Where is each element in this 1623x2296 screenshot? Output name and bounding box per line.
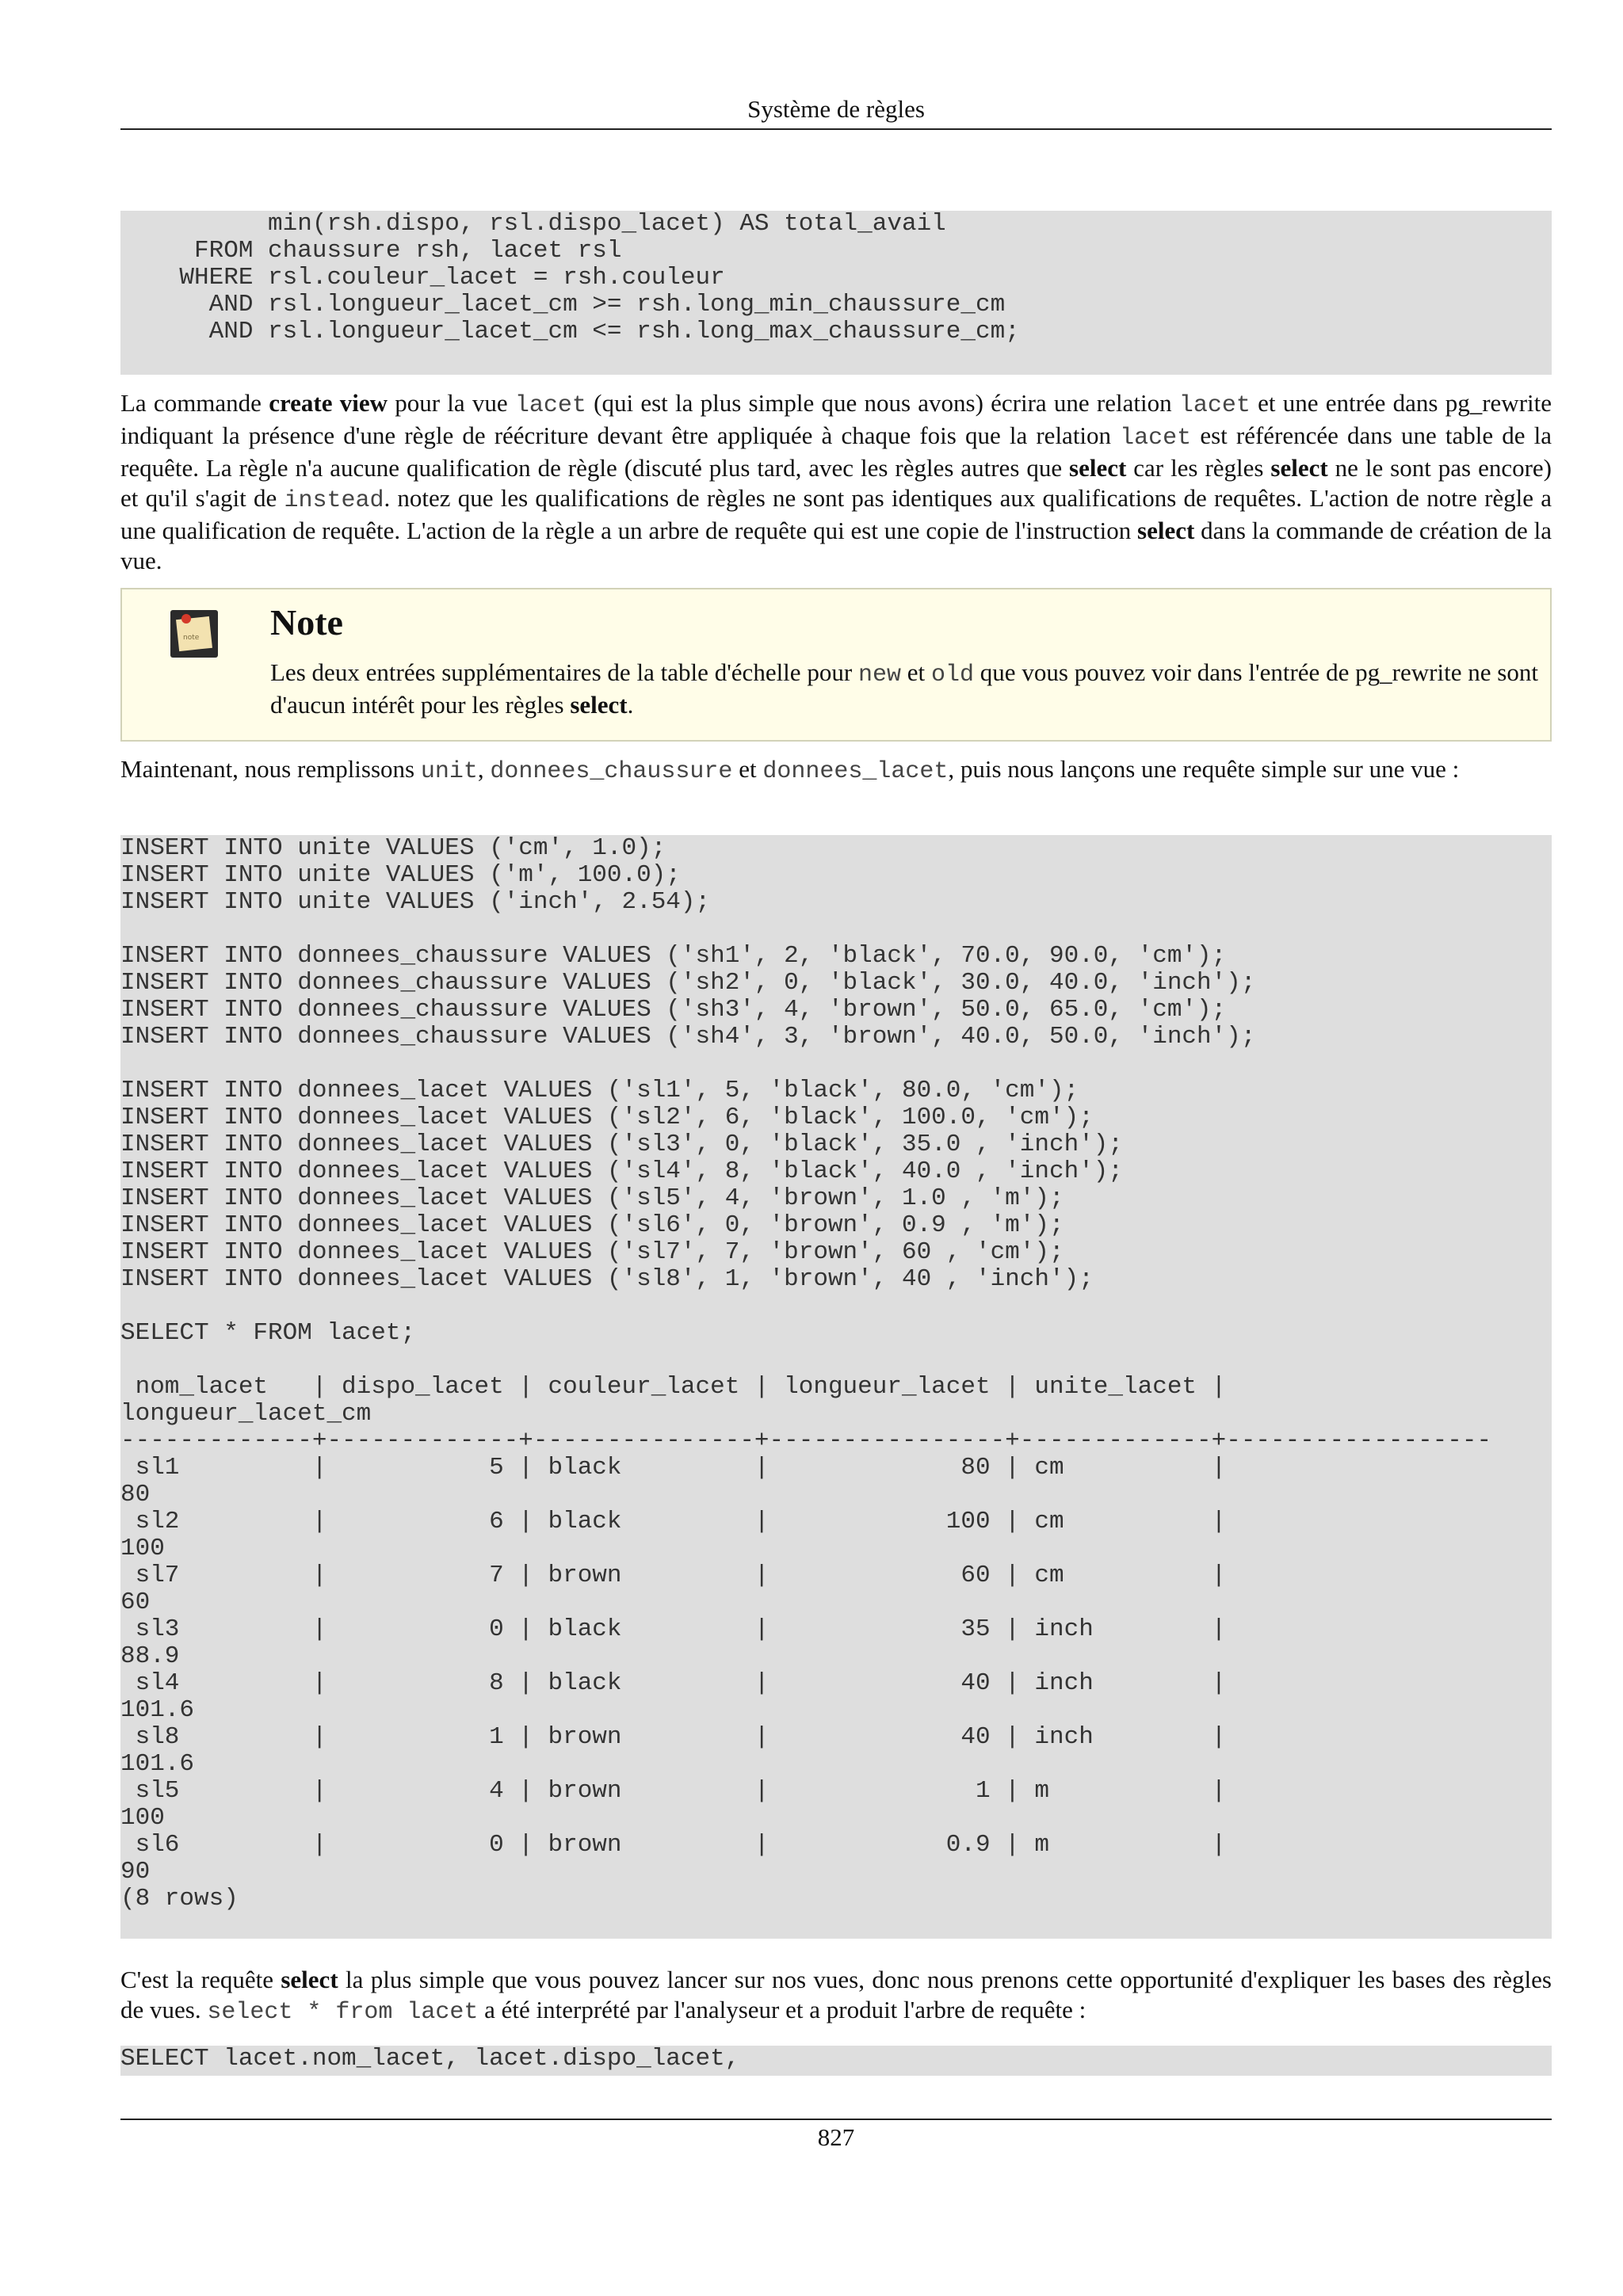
code-line: SELECT lacet.nom_lacet, lacet.dispo_lacet, [120, 2045, 740, 2073]
inline-code: select * from lacet [207, 1999, 479, 2026]
code-line: WHERE rsl.couleur_lacet = rsh.couleur [120, 264, 725, 292]
code-line: INSERT INTO donnees_lacet VALUES ('sl4', 8, 'black', 40.0 , 'inch'); [120, 1158, 1124, 1185]
code-line: 100 [120, 1535, 165, 1562]
text-run: Les deux entrées supplémentaires de la table d'échelle pour [270, 658, 858, 686]
code-line: INSERT INTO donnees_lacet VALUES ('sl2', 6, 'black', 100.0, 'cm'); [120, 1104, 1094, 1131]
code-line: INSERT INTO donnees_chaussure VALUES ('sh1', 2, 'black', 70.0, 90.0, 'cm'); [120, 942, 1227, 970]
code-line: INSERT INTO donnees_lacet VALUES ('sl5', 4, 'brown', 1.0 , 'm'); [120, 1184, 1064, 1212]
code-line: sl6 | 0 | brown | 0.9 | m | [120, 1831, 1227, 1859]
text-run: , [477, 755, 491, 783]
inline-code: lacet [1178, 392, 1251, 419]
bold-term: select [1270, 454, 1328, 482]
code-line: sl2 | 6 | black | 100 | cm | [120, 1508, 1227, 1535]
code-line: INSERT INTO unite VALUES ('cm', 1.0); [120, 834, 666, 862]
code-line: INSERT INTO donnees_lacet VALUES ('sl8', 1, 'brown', 40 , 'inch'); [120, 1265, 1094, 1293]
code-line: 90 [120, 1858, 151, 1886]
bold-term: select [570, 691, 628, 719]
code-line: sl4 | 8 | black | 40 | inch | [120, 1669, 1227, 1697]
code-line: sl8 | 1 | brown | 40 | inch | [120, 1723, 1227, 1751]
text-run: dans la commande de création de la vue. [120, 517, 1552, 574]
inline-code: lacet [514, 392, 586, 419]
code-line [120, 1051, 1552, 1077]
code-line: AND rsl.longueur_lacet_cm >= rsh.long_min_chaussure_cm [120, 291, 1006, 318]
text-run: que vous pouvez voir dans l'entrée de pg_rewrite ne sont d'aucun intérêt pour les règles [270, 658, 1538, 719]
inline-code: new [857, 662, 901, 688]
code-line: sl3 | 0 | black | 35 | inch | [120, 1615, 1227, 1643]
text-run: est référencée dans une table de la requête. La règle n'a aucune qualification de règle (discuté plus tard, avec les règles autres que [120, 421, 1552, 482]
note-admonition [120, 588, 1552, 742]
code-line: sl1 | 5 | black | 80 | cm | [120, 1454, 1227, 1482]
code-line: sl5 | 4 | brown | 1 | m | [120, 1777, 1227, 1805]
code-line: 80 [120, 1481, 151, 1508]
code-line: 101.6 [120, 1696, 195, 1724]
paragraph-fill-tables [120, 754, 1552, 787]
bold-term: select [281, 1966, 338, 1993]
code-line: 60 [120, 1589, 151, 1616]
code-line [120, 1293, 1552, 1320]
code-line: longueur_lacet_cm [120, 1400, 372, 1428]
code-line: -------------+-------------+---------------+----------------+-------------+------------------ [120, 1427, 1492, 1455]
text-run: car les règles [1126, 454, 1271, 482]
code-line: INSERT INTO unite VALUES ('inch', 2.54); [120, 888, 711, 916]
inline-code: unit [420, 758, 478, 785]
footer-rule [120, 2119, 1552, 2120]
code-line: 88.9 [120, 1642, 180, 1670]
inline-code: lacet [1120, 425, 1192, 452]
page-number: 827 [817, 2123, 855, 2151]
bold-term: select [1137, 517, 1195, 544]
paragraph-create-view [120, 388, 1552, 576]
code-line: AND rsl.longueur_lacet_cm <= rsh.long_max_chaussure_cm; [120, 318, 1020, 345]
bold-term: select [1069, 454, 1127, 482]
text-run: Maintenant, nous remplissons [120, 755, 421, 783]
code-line [120, 1347, 1552, 1374]
paragraph-simple-select [120, 1965, 1552, 2027]
text-run: la plus simple que vous pouvez lancer sur nos vues, donc nous prenons cette opportunité d'expliquer les bases des règles de vues. [120, 1966, 1552, 2023]
text-run: . notez que les qualifications de règles ne sont pas identiques aux qualifications de requêtes. L'action de notre règle a une qualification de requête. L'action de la règle a un arbre de requête qui est une copie de l'instruction [120, 484, 1552, 544]
code-line: INSERT INTO donnees_chaussure VALUES ('sh4', 3, 'brown', 40.0, 50.0, 'inch'); [120, 1023, 1256, 1051]
code-line [120, 916, 1552, 943]
header-rule [120, 128, 1552, 130]
code-block-inserts-and-select [120, 835, 1552, 1939]
code-line: FROM chaussure rsh, lacet rsl [120, 237, 622, 265]
text-run: a été interprété par l'analyseur et a produit l'arbre de requête : [478, 1996, 1086, 2023]
code-line: INSERT INTO donnees_lacet VALUES ('sl3', 0, 'black', 35.0 , 'inch'); [120, 1131, 1124, 1158]
code-line: INSERT INTO donnees_lacet VALUES ('sl7', 7, 'brown', 60 , 'cm'); [120, 1238, 1064, 1266]
text-run: La commande [120, 389, 269, 417]
text-run: et une entrée dans pg_rewrite indiquant la présence d'une règle de réécriture devant être appliquée à chaque fois que la relation [120, 389, 1552, 449]
code-block-view-definition [120, 211, 1552, 375]
text-run: pour la vue [388, 389, 515, 417]
code-line: INSERT INTO donnees_chaussure VALUES ('sh3', 4, 'brown', 50.0, 65.0, 'cm'); [120, 996, 1227, 1024]
inline-code: donnees_lacet [762, 758, 949, 785]
text-run: . [627, 691, 634, 719]
page-header-title: Système de règles [747, 95, 925, 123]
code-line: nom_lacet | dispo_lacet | couleur_lacet | longueur_lacet | unite_lacet | [120, 1373, 1227, 1401]
code-block-query-tree [120, 2046, 1552, 2076]
pin-shape [181, 614, 191, 624]
code-line: INSERT INTO donnees_lacet VALUES ('sl1', 5, 'black', 80.0, 'cm'); [120, 1077, 1079, 1104]
code-line: (8 rows) [120, 1885, 239, 1913]
code-line: min(rsh.dispo, rsl.dispo_lacet) AS total_avail [120, 210, 946, 238]
inline-code: old [930, 662, 974, 688]
code-line: 101.6 [120, 1750, 195, 1778]
text-run: ne le sont pas encore) et qu'il s'agit de [120, 454, 1552, 512]
code-line: INSERT INTO unite VALUES ('m', 100.0); [120, 861, 681, 889]
note-icon-label: note [183, 634, 200, 642]
text-run: et [901, 658, 931, 686]
code-line: INSERT INTO donnees_lacet VALUES ('sl6', 0, 'brown', 0.9 , 'm'); [120, 1211, 1064, 1239]
text-run: et [732, 755, 763, 783]
code-line: SELECT * FROM lacet; [120, 1319, 416, 1347]
text-run: , puis nous lançons une requête simple sur une vue : [948, 755, 1460, 783]
note-title: Note [270, 602, 343, 643]
note-icon [170, 610, 218, 658]
code-line: INSERT INTO donnees_chaussure VALUES ('sh2', 0, 'black', 30.0, 40.0, 'inch'); [120, 969, 1256, 997]
note-text [270, 658, 1538, 720]
text-run: C'est la requête [120, 1966, 281, 1993]
bold-term: create view [269, 389, 388, 417]
inline-code: donnees_chaussure [490, 758, 733, 785]
inline-code: instead [284, 487, 384, 514]
text-run: (qui est la plus simple que nous avons) écrira une relation [586, 389, 1179, 417]
code-line: 100 [120, 1804, 165, 1832]
code-line: sl7 | 7 | brown | 60 | cm | [120, 1562, 1227, 1589]
